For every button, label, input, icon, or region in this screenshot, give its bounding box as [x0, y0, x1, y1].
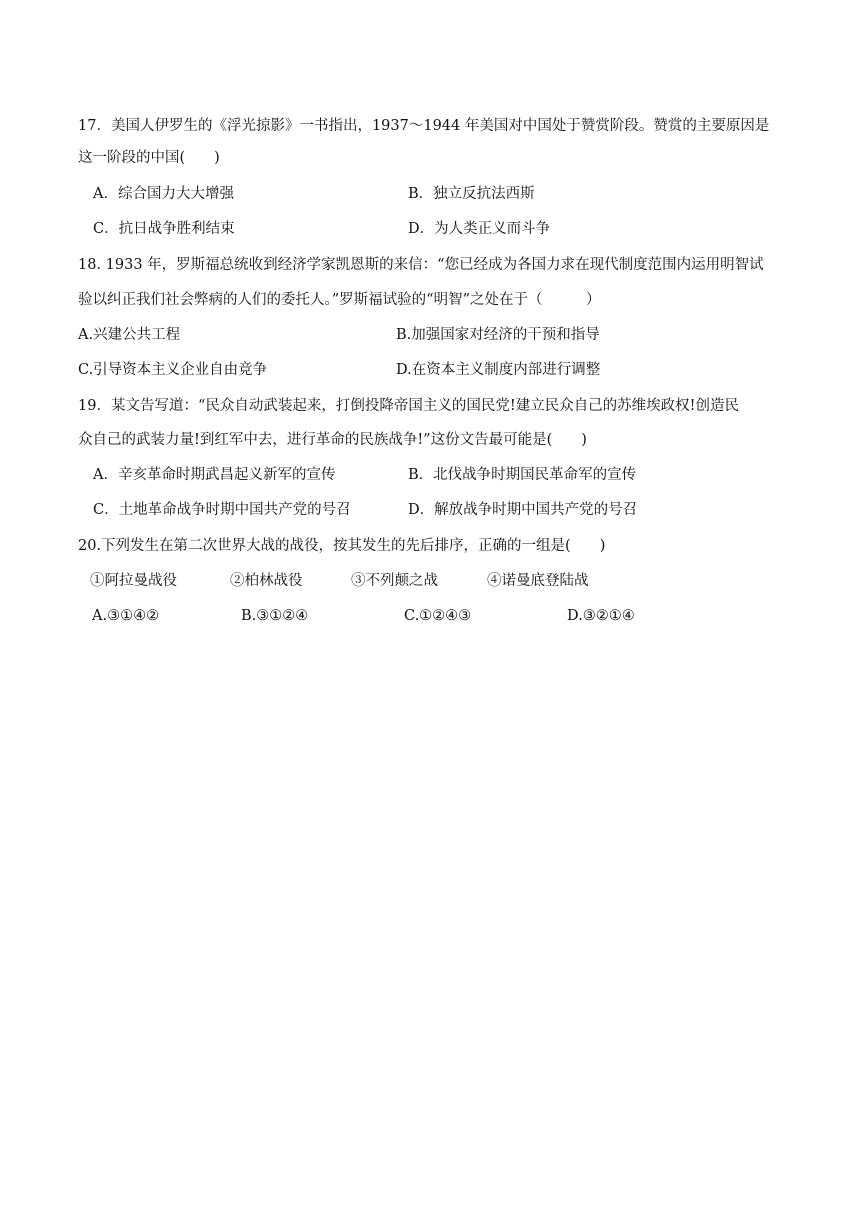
option-a: A.③①④② — [92, 608, 160, 624]
option-c: C.①②④③ — [404, 608, 472, 624]
option-a: A．综合国力大大增强 — [93, 186, 234, 202]
question-stem: 众自己的武装力量!到红军中去，进行革命的民族战争!”这份文告最可能是( ) — [78, 432, 587, 448]
question-stem: 17．美国人伊罗生的《浮光掠影》一书指出，1937～1944 年美国对中国处于赞赏阶段。赞赏的主要原因是 — [78, 118, 770, 134]
option-d: D.在资本主义制度内部进行调整 — [396, 362, 601, 378]
option-d: D．为人类正义而斗争 — [408, 221, 551, 237]
question-stem: 验以纠正我们社会弊病的人们的委托人。”罗斯福试验的“明智”之处在于（ ） — [78, 292, 601, 308]
option-b: B．北伐战争时期国民革命军的宣传 — [408, 467, 637, 483]
question-stem: 18. 1933 年，罗斯福总统收到经济学家凯恩斯的来信：“您已经成为各国力求在现代制度范围内运用明智试 — [78, 257, 764, 273]
question-stem: 19．某文告写道：“民众自动武装起来，打倒投降帝国主义的国民党!建立民众自己的苏维埃政权!创造民 — [78, 398, 740, 414]
item-2: ②柏林战役 — [230, 573, 303, 589]
item-4: ④诺曼底登陆战 — [487, 573, 589, 589]
option-d: D.③②①④ — [567, 608, 635, 624]
option-a: A．辛亥革命时期武昌起义新军的宣传 — [93, 467, 336, 483]
option-d: D．解放战争时期中国共产党的号召 — [408, 502, 638, 518]
option-b: B.加强国家对经济的干预和指导 — [396, 327, 600, 343]
option-c: C.引导资本主义企业自由竞争 — [78, 362, 268, 378]
option-c: C．抗日战争胜利结束 — [93, 221, 235, 237]
option-b: B.③①②④ — [241, 608, 309, 624]
option-c: C．土地革命战争时期中国共产党的号召 — [93, 502, 351, 518]
question-stem: 20.下列发生在第二次世界大战的战役，按其发生的先后排序，正确的一组是( ) — [78, 538, 606, 554]
item-3: ③不列颠之战 — [351, 573, 438, 589]
question-stem: 这一阶段的中国( ) — [78, 150, 220, 166]
item-1: ①阿拉曼战役 — [90, 573, 177, 589]
option-a: A.兴建公共工程 — [78, 327, 181, 343]
option-b: B．独立反抗法西斯 — [408, 186, 535, 202]
